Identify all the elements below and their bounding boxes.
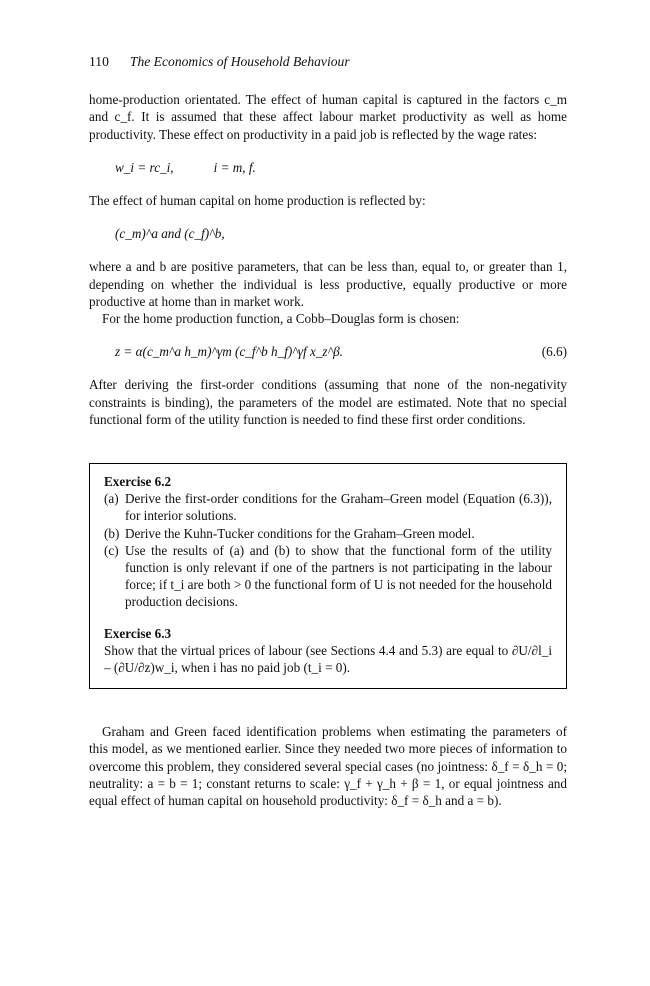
equation-wage-left: w_i = rc_i, (115, 159, 174, 175)
paragraph-2: The effect of human capital on home production is reflected by: (89, 193, 426, 209)
running-title: The Economics of Household Behaviour (129, 54, 350, 69)
equation-6-6 (115, 343, 567, 360)
equation-wage-right: i = m, f. (213, 159, 256, 175)
equation-human-capital-text: (c_m)^a and (c_f)^b, (115, 226, 225, 242)
equation-human-capital (115, 225, 567, 242)
paragraph-4: For the home production function, a Cobb–Douglas form is chosen: (102, 311, 460, 327)
exercise-6-3-title: Exercise 6.3 (104, 625, 172, 641)
exercise-6-3-text: Show that the virtual prices of labour (see Sections 4.4 and 5.3) are equal to ∂U/∂l_i – (∂U/∂z)w_i, when i has no paid job (t_i = 0). (104, 642, 552, 676)
equation-number: (6.6) (541, 344, 567, 360)
item-label: (b) (104, 525, 120, 541)
item-label: (c) (104, 542, 119, 558)
paragraph-6: Graham and Green faced identification problems when estimating the parameters of this model, as we mentioned earlier. Since they needed two more pieces of information to overcome this problem, they considered several special cases (no jointness: δ_f = δ_h = 0; neutrality: a = b = 1; constant returns to scale: γ_f + γ_h + β = 1, or equal jointness and equal effect of human capital on household productivity: δ_f = δ_h and a = b). (89, 724, 567, 809)
paragraph-5: After deriving the first-order conditions (assuming that none of the non-negativity constraints is binding), the parameters of the model are estimated. Note that no special functional form of the utility function is needed to find these first order conditions. (89, 377, 567, 427)
exercise-6-2-title: Exercise 6.2 (104, 474, 172, 490)
exercise-item (104, 490, 552, 524)
equation-6-6-expr: z = α(c_m^a h_m)^γm (c_f^b h_f)^γf x_z^β. (115, 344, 343, 360)
exercise-item (104, 542, 552, 611)
item-text: Derive the Kuhn-Tucker conditions for the Graham–Green model. (125, 525, 475, 541)
exercise-item (104, 525, 552, 542)
exercise-6-2-items (104, 490, 552, 610)
item-text: Use the results of (a) and (b) to show that the functional form of the utility function is only relevant if one of the partners is not participating in the labour force; if t_i are both > 0 the functional form of U is not needed for the household production decisions. (125, 542, 552, 610)
running-header (89, 53, 567, 70)
paragraph-1: home-production orientated. The effect of human capital is captured in the factors c_m and c_f. It is assumed that these affect labour market productivity as well as home productivity. These effect on productivity in a paid job is reflected by the wage rates: (89, 92, 567, 142)
paragraph-3: where a and b are positive parameters, that can be less than, equal to, or greater than 1, depending on whether the individual is less productive, equally productive or more productive at home than in market work. (89, 259, 567, 309)
item-label: (a) (104, 491, 119, 507)
exercise-box (89, 463, 567, 689)
equation-wage-rates (115, 159, 567, 176)
book-page (89, 53, 567, 809)
item-text: Derive the first-order conditions for the Graham–Green model (Equation (6.3)), for interior solutions. (125, 491, 552, 524)
page-number: 110 (89, 54, 109, 69)
